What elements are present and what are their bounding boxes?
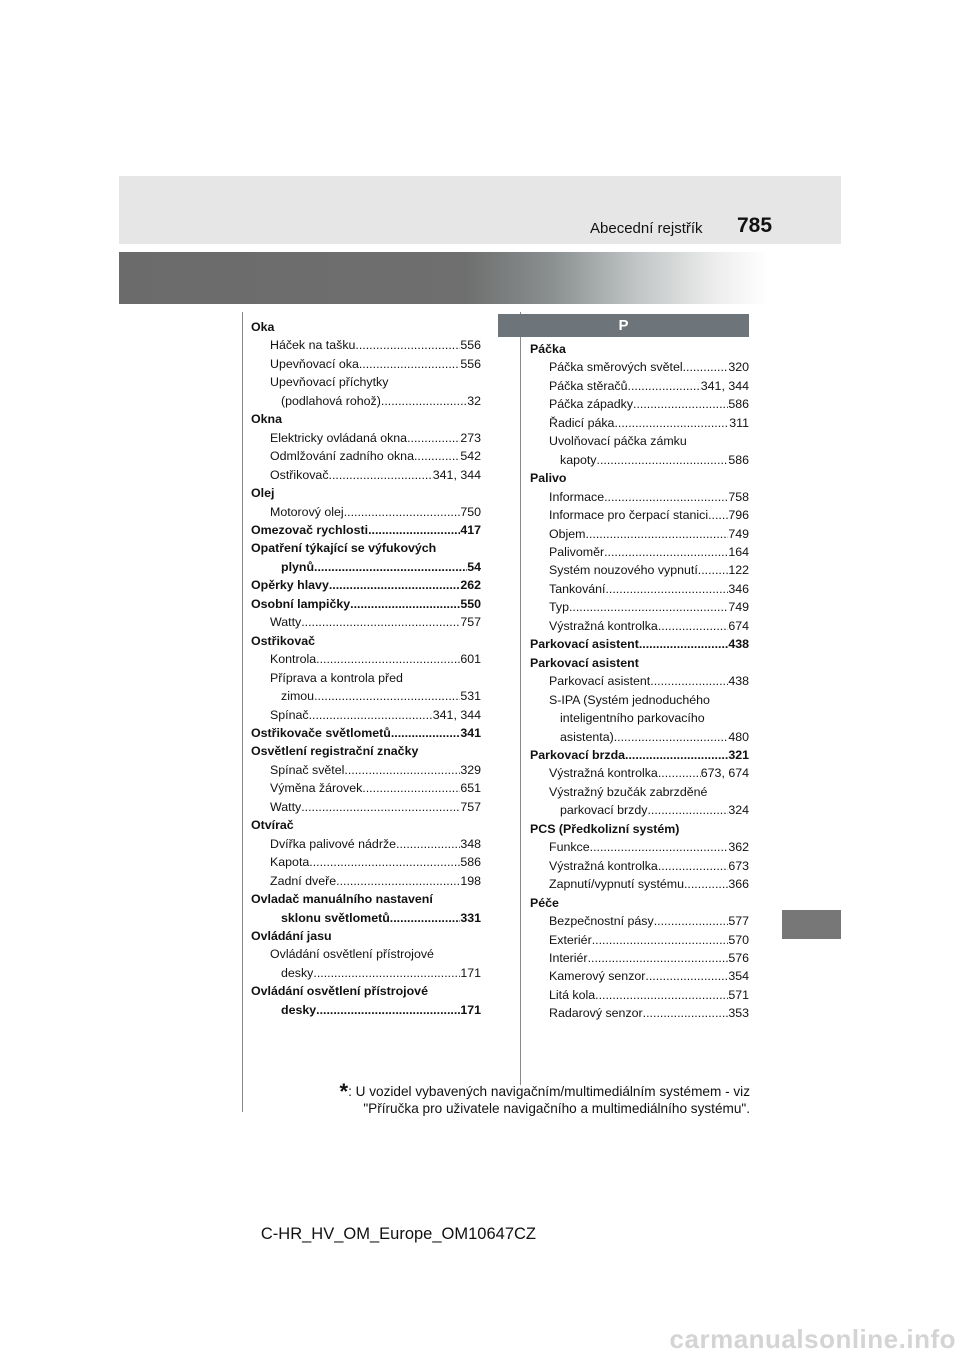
index-entry <box>251 392 481 410</box>
dot-leader <box>390 909 461 927</box>
dot-leader <box>316 1001 460 1019</box>
dot-leader <box>381 392 467 410</box>
footnote-line2: "Příručka pro uživatele navigačního a multimediálního systému". <box>363 1101 750 1116</box>
index-entry-page: 362 <box>728 840 749 855</box>
index-entry-page: 346 <box>728 581 749 596</box>
dot-leader <box>329 576 460 594</box>
index-entry-page: 556 <box>460 338 481 353</box>
dot-leader <box>597 451 729 469</box>
index-entry-term: parkovací brzdy <box>560 803 648 818</box>
index-entry-text: Uvolňovací páčka zámku <box>549 434 687 449</box>
index-entry-term: Ostřikovače světlometů <box>251 725 391 740</box>
index-entry-term: Watty <box>270 799 302 814</box>
index-entry-term: Kamerový senzor <box>549 969 646 984</box>
index-entry-page: 577 <box>728 914 749 929</box>
index-entry-term: Objem <box>549 526 586 541</box>
index-entry-page: 320 <box>728 360 749 375</box>
index-entry-page: 757 <box>460 799 481 814</box>
index-entry <box>530 488 749 506</box>
index-entry-page: 586 <box>460 855 481 870</box>
index-entry-page: 796 <box>728 508 749 523</box>
dot-leader <box>329 466 433 484</box>
index-entry <box>251 798 481 816</box>
index-entry-term: Motorový olej <box>270 504 344 519</box>
index-entry <box>530 561 749 579</box>
index-heading: PCS (Předkolizní systém) <box>530 821 680 836</box>
header-gradient-bar <box>119 252 841 304</box>
index-entry-page: 531 <box>460 689 481 704</box>
dot-leader <box>309 706 433 724</box>
index-entry-page: 749 <box>728 526 749 541</box>
dot-leader <box>590 838 729 856</box>
index-entry <box>530 506 749 524</box>
index-entry-term: Výstražná kontrolka <box>549 766 658 781</box>
index-entry-page: 354 <box>728 969 749 984</box>
index-entry-page: 54 <box>467 559 481 574</box>
index-entry-term: zimou <box>281 689 315 704</box>
index-entry <box>251 779 481 797</box>
index-entry-page: 750 <box>460 504 481 519</box>
index-entry-page: 366 <box>728 877 749 892</box>
index-entry-term: Výměna žárovek <box>270 781 363 796</box>
dot-leader <box>643 1004 729 1022</box>
index-entry-page: 353 <box>728 1006 749 1021</box>
dot-leader <box>604 488 728 506</box>
index-entry <box>251 521 481 539</box>
index-entry-page: 273 <box>460 430 481 445</box>
index-entry <box>530 635 749 653</box>
chapter-thumb-tab <box>782 910 841 939</box>
index-entry-term: Radarový senzor <box>549 1006 643 1021</box>
dot-leader <box>350 595 460 613</box>
index-entry-page: 262 <box>460 578 481 593</box>
index-entry-term: Informace pro čerpací stanici <box>549 508 709 523</box>
index-entry <box>251 650 481 668</box>
index-entry-page: 311 <box>729 415 749 430</box>
index-entry-text: Výstražný bzučák zabrzděné <box>549 784 708 799</box>
index-entry-text: Příprava a kontrola před <box>270 670 403 685</box>
index-entry <box>530 857 749 875</box>
index-entry <box>530 451 749 469</box>
index-heading: Péče <box>530 895 559 910</box>
index-entry-term: Upevňovací oka <box>270 356 359 371</box>
dot-leader <box>614 728 729 746</box>
dot-leader <box>391 724 461 742</box>
index-entry-term: Parkovací asistent <box>549 674 651 689</box>
index-entry <box>530 395 749 413</box>
index-entry <box>251 872 481 890</box>
index-entry-page: 341, 344 <box>432 707 481 722</box>
index-entry <box>530 617 749 635</box>
index-entry-term: Omezovač rychlosti <box>251 522 369 537</box>
index-heading: Ovládání osvětlení přístrojové <box>251 984 428 999</box>
index-entry-term: Opěrky hlavy <box>251 578 329 593</box>
index-entry <box>530 672 749 690</box>
index-entry <box>251 964 481 982</box>
index-entry <box>530 580 749 598</box>
index-heading: Osvětlení registrační značky <box>251 744 419 759</box>
dot-leader <box>359 355 460 373</box>
index-entry-text: Ovládání osvětlení přístrojové <box>270 947 434 962</box>
index-entry-text: inteligentního parkovacího <box>560 711 705 726</box>
dot-leader <box>586 525 729 543</box>
dot-leader <box>355 336 460 354</box>
dot-leader <box>344 761 460 779</box>
dot-leader <box>658 857 729 875</box>
index-entry-term: Zadní dveře <box>270 873 337 888</box>
index-entry <box>251 835 481 853</box>
index-entry-term: Dvířka palivové nádrže <box>270 836 397 851</box>
footnote <box>300 1079 750 1117</box>
index-entry-page: 164 <box>728 544 749 559</box>
index-entry-page: 556 <box>460 356 481 371</box>
index-entry-term: Ostřikovač <box>270 467 329 482</box>
dot-leader <box>336 872 460 890</box>
index-heading: Okna <box>251 412 282 427</box>
index-entry-page: 571 <box>728 987 749 1002</box>
index-entry <box>251 466 481 484</box>
index-entry-term: Výstražná kontrolka <box>549 618 658 633</box>
index-heading: Ovládání jasu <box>251 928 332 943</box>
index-heading: Parkovací asistent <box>530 655 639 670</box>
index-entry-term: Výstražná kontrolka <box>549 858 658 873</box>
dot-leader <box>650 672 728 690</box>
index-entry <box>530 728 749 746</box>
dot-leader <box>604 543 728 561</box>
index-entry-page: 570 <box>728 932 749 947</box>
dot-leader <box>414 447 460 465</box>
dot-leader <box>592 931 729 949</box>
index-entry-page: 586 <box>728 452 749 467</box>
index-column-left <box>251 318 481 1019</box>
dot-leader <box>625 746 728 764</box>
index-entry-term: Watty <box>270 615 302 630</box>
index-entry <box>530 949 749 967</box>
index-entry <box>530 912 749 930</box>
index-entry <box>251 336 481 354</box>
index-entry <box>251 724 481 742</box>
index-entry <box>251 909 481 927</box>
document-code: C-HR_HV_OM_Europe_OM10647CZ <box>260 1225 536 1243</box>
index-entry <box>530 838 749 856</box>
index-entry-page: 331 <box>460 910 481 925</box>
index-entry <box>530 746 749 764</box>
index-entry-term: Litá kola <box>549 987 596 1002</box>
index-entry-term: Elektricky ovládaná okna <box>270 430 408 445</box>
index-entry-term: Spínač světel <box>270 762 345 777</box>
index-entry <box>251 595 481 613</box>
index-entry-page: 198 <box>460 873 481 888</box>
index-entry-page: 480 <box>728 729 749 744</box>
index-entry-page: 438 <box>728 637 749 652</box>
index-entry <box>251 706 481 724</box>
index-entry-text: S-IPA (Systém jednoduchého <box>549 692 710 707</box>
index-entry-term: Bezpečnostní pásy <box>549 914 654 929</box>
dot-leader <box>588 949 729 967</box>
footnote-star: * <box>339 1079 349 1104</box>
dot-leader <box>309 853 460 871</box>
index-entry-term: Zapnutí/vypnutí systému <box>549 877 684 892</box>
index-entry-term: Typ <box>549 600 569 615</box>
index-entry <box>530 801 749 819</box>
index-entry-page: 757 <box>460 615 481 630</box>
header-title: Abecední rejstřík <box>590 220 703 237</box>
index-entry-term: Tankování <box>549 581 606 596</box>
dot-leader <box>639 635 728 653</box>
index-entry-page: 586 <box>728 397 749 412</box>
index-heading: Opatření týkající se výfukových <box>251 541 437 556</box>
index-entry-term: kapoty <box>560 452 597 467</box>
page-number: 785 <box>737 214 773 237</box>
dot-leader <box>301 798 460 816</box>
index-entry-page: 348 <box>460 836 481 851</box>
index-entry-page: 673, 674 <box>700 766 749 781</box>
index-entry-term: desky <box>281 965 314 980</box>
index-entry-page: 758 <box>728 489 749 504</box>
dot-leader <box>314 558 467 576</box>
column-divider-rule <box>520 312 521 1085</box>
left-margin-rule <box>242 312 243 1112</box>
header-band <box>119 176 841 244</box>
index-heading: Otvírač <box>251 818 294 833</box>
dot-leader <box>647 801 728 819</box>
index-entry <box>530 525 749 543</box>
dot-leader <box>595 986 728 1004</box>
index-entry <box>251 1001 481 1019</box>
dot-leader <box>407 429 460 447</box>
index-entry-term: Informace <box>549 489 605 504</box>
index-entry <box>530 543 749 561</box>
index-entry-term: Exteriér <box>549 932 592 947</box>
index-entry-page: 324 <box>728 803 749 818</box>
index-entry <box>251 447 481 465</box>
index-entry <box>530 967 749 985</box>
dot-leader <box>614 414 729 432</box>
index-entry <box>251 503 481 521</box>
section-letter-bar: P <box>498 314 749 337</box>
dot-leader <box>344 503 461 521</box>
dot-leader <box>698 561 729 579</box>
index-entry-term: Spínač <box>270 707 309 722</box>
index-entry <box>251 429 481 447</box>
index-entry-term: desky <box>281 1002 317 1017</box>
index-entry <box>530 875 749 893</box>
dot-leader <box>313 964 460 982</box>
index-entry-term: Funkce <box>549 840 590 855</box>
index-entry-term: Háček na tašku <box>270 338 356 353</box>
index-entry <box>530 931 749 949</box>
index-entry-page: 171 <box>460 965 481 980</box>
index-entry-term: Osobní lampičky <box>251 596 351 611</box>
index-entry-term: Parkovací asistent <box>530 637 639 652</box>
footnote-line1: : U vozidel vybavených navigačním/multimediálním systémem - viz <box>348 1084 750 1099</box>
index-entry <box>530 598 749 616</box>
index-entry <box>530 377 749 395</box>
index-entry-page: 32 <box>467 393 481 408</box>
index-entry-term: Systém nouzového vypnutí <box>549 563 698 578</box>
dot-leader <box>684 875 728 893</box>
index-column-right <box>530 340 749 1023</box>
index-entry-page: 674 <box>728 618 749 633</box>
index-entry-page: 329 <box>460 762 481 777</box>
dot-leader <box>658 617 729 635</box>
index-entry-page: 438 <box>728 674 749 689</box>
index-entry-page: 341 <box>460 725 481 740</box>
dot-leader <box>314 687 460 705</box>
index-entry-page: 122 <box>728 563 749 578</box>
index-entry-page: 651 <box>460 781 481 796</box>
dot-leader <box>708 506 728 524</box>
index-entry-term: Páčka stěračů <box>549 378 628 393</box>
index-entry-term: sklonu světlometů <box>281 910 390 925</box>
dot-leader <box>605 580 728 598</box>
index-entry-text: Upevňovací příchytky <box>270 375 389 390</box>
index-entry-term: Palivoměr <box>549 544 605 559</box>
index-entry-term: Kontrola <box>270 652 317 667</box>
dot-leader <box>628 377 701 395</box>
index-entry <box>251 576 481 594</box>
index-entry-term: Páčka západky <box>549 397 634 412</box>
index-entry-term: Páčka směrových světel <box>549 360 683 375</box>
dot-leader <box>368 521 460 539</box>
index-entry-page: 576 <box>728 950 749 965</box>
index-heading: Páčka <box>530 342 566 356</box>
index-entry-page: 673 <box>728 858 749 873</box>
index-entry-page: 542 <box>460 449 481 464</box>
watermark: carmanualsonline.info <box>669 1324 956 1354</box>
index-entry <box>251 761 481 779</box>
dot-leader <box>316 650 460 668</box>
dot-leader <box>569 598 728 616</box>
dot-leader <box>683 358 729 376</box>
index-entry-page: 550 <box>460 596 481 611</box>
index-heading: Ovladač manuálního nastavení <box>251 892 433 907</box>
index-entry-page: 417 <box>460 522 481 537</box>
dot-leader <box>362 779 460 797</box>
index-heading: Olej <box>251 486 275 501</box>
dot-leader <box>654 912 729 930</box>
index-entry-term: (podlahová rohož) <box>281 393 381 408</box>
dot-leader <box>645 967 728 985</box>
index-entry <box>530 986 749 1004</box>
index-entry-page: 601 <box>460 652 481 667</box>
index-entry <box>530 1004 749 1022</box>
index-entry-term: Odmlžování zadního okna <box>270 449 414 464</box>
index-entry-page: 321 <box>728 747 749 762</box>
index-entry-term: plynů <box>281 559 315 574</box>
dot-leader <box>301 613 460 631</box>
index-entry-page: 341, 344 <box>700 378 749 393</box>
index-entry-term: Řadicí páka <box>549 415 615 430</box>
index-heading: Oka <box>251 320 275 334</box>
dot-leader <box>658 764 701 782</box>
index-entry-term: Kapota <box>270 855 310 870</box>
index-entry <box>251 355 481 373</box>
index-entry-page: 341, 344 <box>432 467 481 482</box>
index-entry-term: asistenta) <box>560 729 614 744</box>
index-entry <box>530 764 749 782</box>
dot-leader <box>633 395 728 413</box>
index-entry <box>251 853 481 871</box>
index-entry-page: 749 <box>728 600 749 615</box>
index-entry-term: Parkovací brzda <box>530 747 626 762</box>
index-entry <box>251 558 481 576</box>
dot-leader <box>396 835 460 853</box>
index-entry <box>251 687 481 705</box>
index-entry <box>530 414 749 432</box>
index-entry-term: Interiér <box>549 950 588 965</box>
index-entry <box>530 358 749 376</box>
index-heading: Palivo <box>530 471 567 486</box>
index-entry <box>251 613 481 631</box>
index-entry-page: 171 <box>460 1002 481 1017</box>
index-heading: Ostřikovač <box>251 633 316 648</box>
